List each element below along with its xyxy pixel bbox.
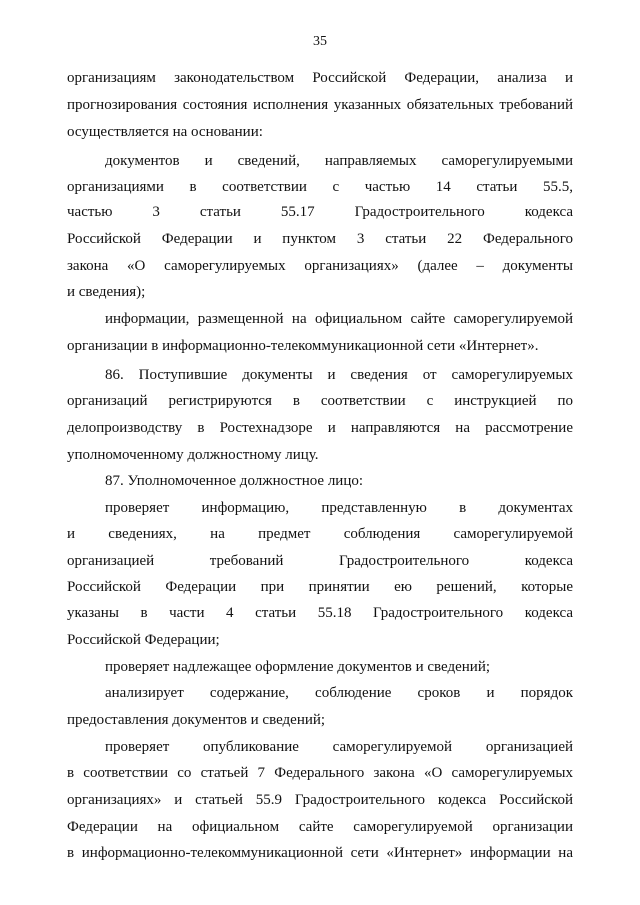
- text-line: указаны в части 4 статьи 55.18 Градостроительного кодекса: [67, 605, 573, 621]
- text-line: предоставления документов и сведений;: [67, 712, 326, 728]
- text-line: 86. Поступившие документы и сведения от саморегулируемых: [105, 367, 573, 383]
- text-line: Российской Федерации;: [67, 632, 220, 648]
- text-line: организаций регистрируются в соответствии с инструкцией по: [67, 393, 573, 409]
- text-line: организациями в соответствии с частью 14 статьи 55.5,: [67, 179, 573, 195]
- text-line: и сведениях, на предмет соблюдения саморегулируемой: [67, 526, 573, 542]
- text-line: в соответствии со статьей 7 Федерального закона «О саморегулируемых: [67, 765, 573, 781]
- text-line: Федерации на официальном сайте саморегулируемой организации: [67, 819, 573, 835]
- text-line: осуществляется на основании:: [67, 124, 263, 140]
- text-line: частью 3 статьи 55.17 Градостроительного кодекса: [67, 204, 573, 220]
- text-line: Российской Федерации и пунктом 3 статьи 22 Федерального: [67, 231, 573, 247]
- text-line: проверяет опубликование саморегулируемой организацией: [105, 739, 573, 755]
- text-line: и сведения);: [67, 284, 146, 300]
- text-line: организацией требований Градостроительного кодекса: [67, 553, 573, 569]
- text-line: Российской Федерации при принятии ею решений, которые: [67, 579, 573, 595]
- text-line: прогнозирования состояния исполнения указанных обязательных требований: [67, 97, 573, 113]
- text-line: делопроизводству в Ростехнадзоре и направляются на рассмотрение: [67, 420, 573, 436]
- text-line: закона «О саморегулируемых организациях» (далее – документы: [67, 258, 573, 274]
- text-line: документов и сведений, направляемых саморегулируемыми: [105, 153, 573, 169]
- text-line: организации в информационно-телекоммуникационной сети «Интернет».: [67, 338, 539, 354]
- text-line: 87. Уполномоченное должностное лицо:: [105, 473, 364, 489]
- text-line: проверяет информацию, представленную в документах: [105, 500, 573, 516]
- text-line: в информационно-телекоммуникационной сети «Интернет» информации на: [67, 845, 573, 861]
- text-line: информации, размещенной на официальном сайте саморегулируемой: [105, 311, 573, 327]
- text-line: уполномоченному должностному лицу.: [67, 447, 319, 463]
- text-line: проверяет надлежащее оформление документов и сведений;: [105, 659, 491, 675]
- page-number: 35: [313, 34, 327, 49]
- text-line: анализирует содержание, соблюдение сроков и порядок: [105, 685, 573, 701]
- text-line: организациям законодательством Российской Федерации, анализа и: [67, 70, 573, 86]
- text-line: организациях» и статьей 55.9 Градостроительного кодекса Российской: [67, 792, 573, 808]
